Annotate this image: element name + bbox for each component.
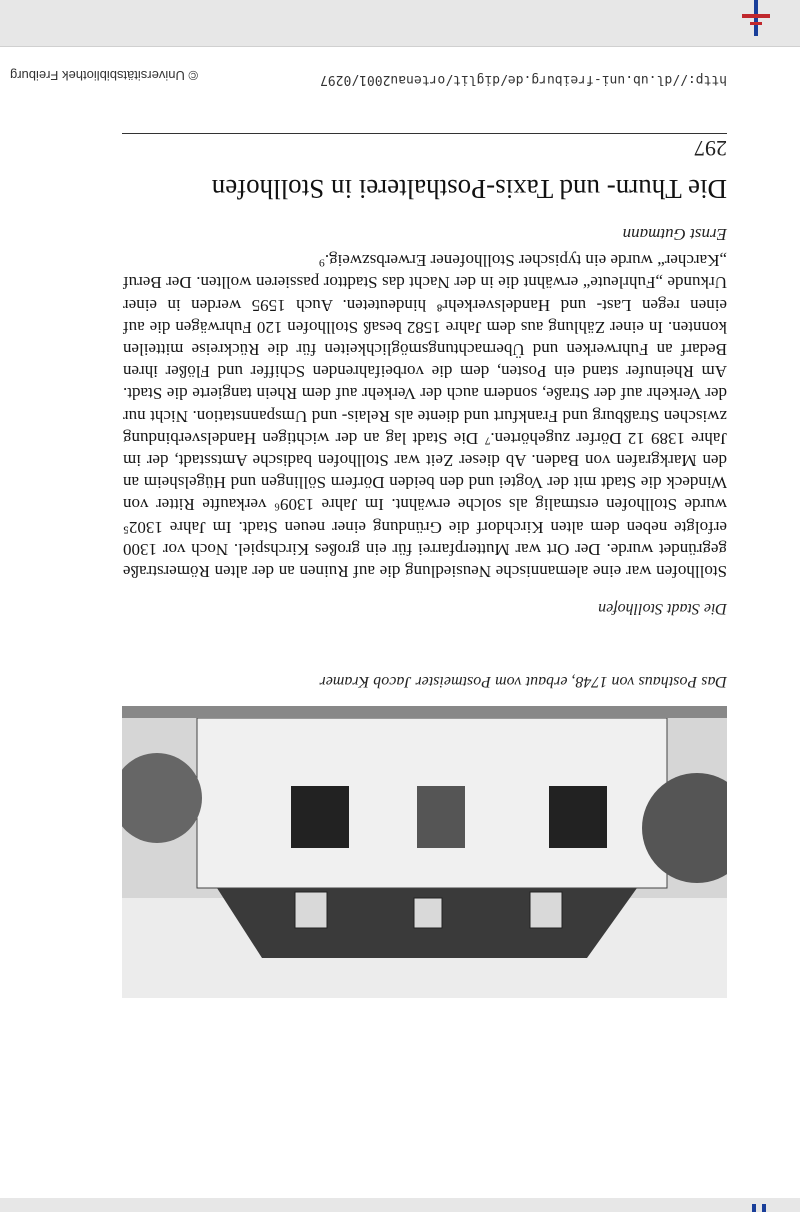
section-heading: Die Stadt Stollhofen — [598, 600, 727, 617]
posthouse-photo — [122, 706, 727, 998]
page-number: 297 — [694, 136, 727, 161]
copyright-notice: © Universitätsbibliothek Freiburg — [10, 68, 199, 83]
photo-caption: Das Posthaus von 1748, erbaut vom Postmeister Jacob Kramer — [319, 673, 727, 690]
scanned-page — [0, 46, 800, 1198]
article-author: Ernst Gutmann — [622, 225, 727, 244]
posthouse-photo-graphic — [122, 706, 727, 998]
library-logo-small-icon — [750, 1204, 770, 1212]
scanned-page-rotated — [0, 46, 800, 1198]
article-title: Die Thurn- und Taxis-Posthalterei in Stollhofen — [211, 174, 727, 204]
viewer-bottom-bar — [0, 1198, 800, 1212]
source-url[interactable]: http://dl.ub.uni-freiburg.de/diglit/ortenau2001/0297 — [320, 72, 727, 87]
body-text — [123, 249, 727, 582]
body-paragraph: Stollhofen war eine alemannische Neusiedlung die auf Ruinen an der alten Römerstraße gegründet wurde. Der Ort war Mutterpfarrei für ein großes Kirchspiel. Noch vor 1300 erfolgte neben dem alten Kirchdorf die Gründung einer neuen Stadt. Im Jahre 1302⁵ wurde Stollhofen erstmalig als solche erwähnt. Im Jahre 1309⁶ verkaufte Ritter von Windeck die Stadt mit der Vogtei und den beiden Dörfern Söllingen und Hügelsheim an den Markgrafen von Baden. Ab dieser Zeit war Stollhofen badische Amtsstadt, der im Jahre 1389 12 Dörfer zugehörten.⁷ Die Stadt lag an der wichtigen Handelsverbindung zwischen Straßburg und Frankfurt und diente als Relais- und Umspannstation. Nicht nur der Verkehr auf der Straße, sondern auch der Verkehr auf dem Rhein tangierte die Stadt. Am Rheinufer stand ein Posten, dem die vorbeifahrenden Schiffer und Flößer ihren Bedarf an Fuhrwerken und Übernachtungsmöglichkeiten für die Rückreise mitteilen konnten. In einer Zählung aus dem Jahre 1582 besaß Stollhofen 120 Fuhrwägen die auf einen regen Last- und Handelsverkehr⁸ hindeuteten. Auch 1595 werden in einer Urkunde „Fuhrleute“ erwähnt die in der Nacht das Stadttor passieren wollten. Der Beruf „Karcher“ wurde ein typischer Stollhofener Erwerbszweig.⁹ — [123, 251, 727, 581]
viewer-top-bar — [0, 0, 800, 47]
header-rule — [122, 133, 727, 134]
library-logo-icon — [742, 0, 770, 40]
